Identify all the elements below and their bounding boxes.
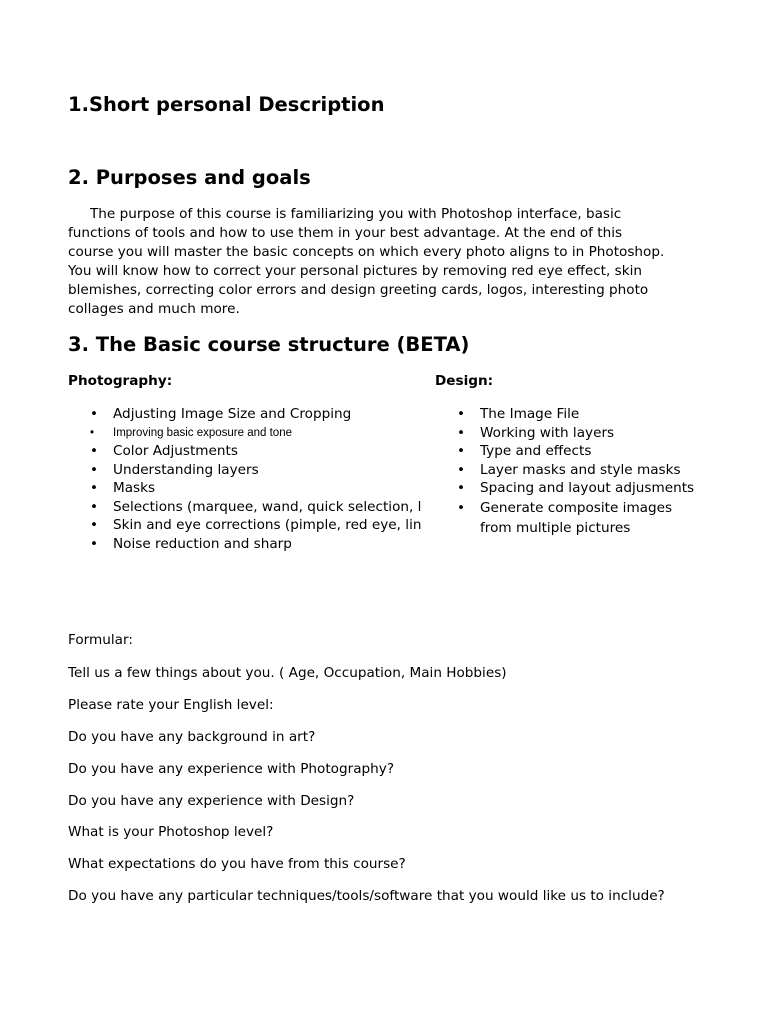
purpose-line: blemishes, correcting color errors and design greeting cards, logos, interesting photo xyxy=(68,282,649,298)
list-item: • Working with layers xyxy=(457,424,757,443)
list-item: • Color Adjustments xyxy=(90,442,427,461)
section-heading-short-personal-description: 1.Short personal Description xyxy=(68,93,385,116)
purpose-line: The purpose of this course is familiarizing you with Photoshop interface, basic xyxy=(90,206,622,222)
list-item: • Layer masks and style masks xyxy=(457,461,757,480)
form-question: What expectations do you have from this course? xyxy=(68,856,406,872)
design-list xyxy=(457,405,757,539)
purpose-paragraph xyxy=(68,205,688,319)
list-item: • Noise reduction and sharp xyxy=(90,535,427,554)
purpose-line: functions of tools and how to use them in your best advantage. At the end of this xyxy=(68,225,623,241)
list-item: • The Image File xyxy=(457,405,757,424)
section-heading-purposes-and-goals: 2. Purposes and goals xyxy=(68,166,311,189)
list-item: • Type and effects xyxy=(457,442,757,461)
photography-list xyxy=(90,405,427,553)
list-item: • Masks xyxy=(90,479,427,498)
form-question: Do you have any particular techniques/tools/software that you would like us to include? xyxy=(68,888,665,904)
section-heading-course-structure: 3. The Basic course structure (BETA) xyxy=(68,333,470,356)
list-item: • Skin and eye corrections (pimple, red eye, lin xyxy=(90,516,427,535)
purpose-line: collages and much more. xyxy=(68,301,240,317)
form-question: Do you have any experience with Photography? xyxy=(68,761,395,777)
list-item: • Understanding layers xyxy=(90,461,427,480)
purpose-line: course you will master the basic concepts on which every photo aligns to in Photoshop. xyxy=(68,244,665,260)
form-question: Please rate your English level: xyxy=(68,697,274,713)
form-question: Do you have any experience with Design? xyxy=(68,793,355,809)
photography-heading: Photography: xyxy=(68,373,173,389)
design-heading: Design: xyxy=(435,373,494,389)
form-question: Tell us a few things about you. ( Age, Occupation, Main Hobbies) xyxy=(68,665,507,681)
list-item: • Selections (marquee, wand, quick selection, l xyxy=(90,498,427,517)
form-question: What is your Photoshop level? xyxy=(68,824,274,840)
list-item: • Adjusting Image Size and Cropping xyxy=(90,405,427,424)
list-item: • Generate composite images from multiple pictures xyxy=(457,498,690,539)
list-item: • Spacing and layout adjusments xyxy=(457,479,757,498)
form-label: Formular: xyxy=(68,632,133,648)
form-question: Do you have any background in art? xyxy=(68,729,316,745)
list-item: • Improving basic exposure and tone xyxy=(90,424,427,443)
purpose-line: You will know how to correct your personal pictures by removing red eye effect, skin xyxy=(68,263,642,279)
